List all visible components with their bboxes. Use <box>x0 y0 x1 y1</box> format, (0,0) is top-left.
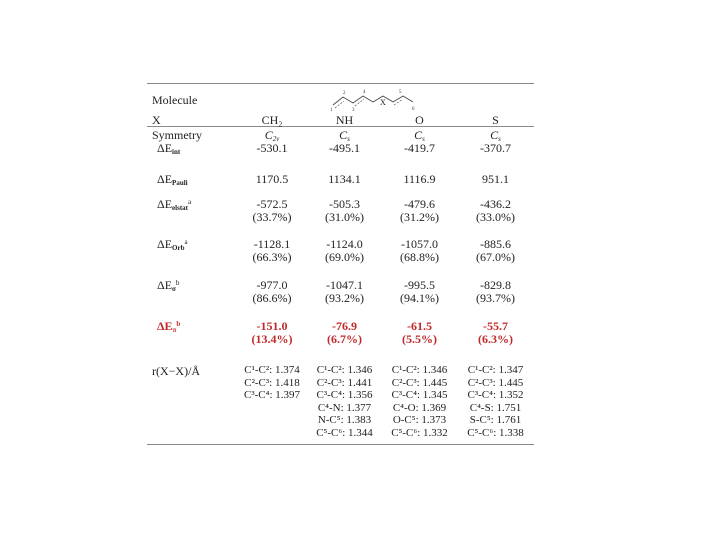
value-ch2: -572.5 <box>256 197 288 211</box>
value-s: -436.2 <box>480 197 511 211</box>
col-header-o: O <box>415 113 424 127</box>
percent-o: (31.2%) <box>400 210 439 224</box>
row-label-int: $\Delta E_{int}$ <box>157 141 181 156</box>
percent-o: (94.1%) <box>400 291 439 305</box>
col-header-s: S <box>492 113 499 127</box>
symmetry-o: $C_s$ <box>414 128 425 143</box>
value-nh: -1047.1 <box>326 278 363 292</box>
value-ch2: -151.0 <box>256 319 288 333</box>
atom-label-5: 5 <box>399 90 402 95</box>
row-label-Orb: $\Delta E_{Orb}^a$ <box>157 237 188 252</box>
molecule-header: Molecule <box>152 93 198 107</box>
bond-length-o: C²-C³: 1.445 <box>391 376 448 389</box>
bond-length-nh: C²-C³: 1.441 <box>316 376 373 389</box>
atom-label-6: 6 <box>412 107 415 112</box>
atom-label-1: 1 <box>330 108 333 113</box>
x-header: X <box>152 113 161 127</box>
value-o: -61.5 <box>407 319 432 333</box>
percent-s: (93.7%) <box>476 291 515 305</box>
value-nh: -1124.0 <box>326 237 363 251</box>
value-nh: -505.3 <box>329 197 360 211</box>
col-header-ch2: CH₂ <box>261 113 283 127</box>
top-rule <box>147 83 534 84</box>
bond-length-o: O-C⁵: 1.373 <box>392 414 447 426</box>
symmetry-s: $C_s$ <box>490 128 501 143</box>
bond-length-s: C³-C⁴: 1.352 <box>467 389 524 401</box>
bond-length-o: C³-C⁴: 1.345 <box>391 389 448 401</box>
bond-length-nh: N-C⁵: 1.383 <box>317 414 372 426</box>
row-label-elstat: $\Delta E_{elstat}^a$ <box>157 197 192 212</box>
percent-ch2: (33.7%) <box>252 210 292 224</box>
bond-length-s: C⁴-S: 1.751 <box>469 401 522 414</box>
bond-length-ch2: C¹-C²: 1.374 <box>244 364 300 376</box>
bond-length-o: C¹-C²: 1.346 <box>391 364 448 376</box>
percent-s: (67.0%) <box>476 250 515 264</box>
atom-label-2: 2 <box>343 91 346 96</box>
value-o: -479.6 <box>404 197 435 211</box>
bond-length-o: C⁵-C⁶: 1.332 <box>391 426 448 439</box>
bond-length-s: C¹-C²: 1.347 <box>467 364 524 376</box>
value-ch2: -530.1 <box>256 141 288 155</box>
symmetry-nh: $C_s$ <box>339 128 350 143</box>
value-nh: -76.9 <box>332 319 357 333</box>
percent-ch2: (66.3%) <box>252 250 292 264</box>
percent-o: (68.8%) <box>400 250 439 264</box>
value-s: -370.7 <box>480 141 511 155</box>
value-s: -829.8 <box>480 278 511 292</box>
value-o: -1057.0 <box>401 237 438 251</box>
bond-length-s: C⁵-C⁶: 1.338 <box>467 426 524 439</box>
value-nh: 1134.1 <box>328 172 361 186</box>
value-ch2: -977.0 <box>256 278 288 292</box>
percent-ch2: (13.4%) <box>251 332 293 346</box>
percent-o: (5.5%) <box>402 332 437 346</box>
bond-length-nh: C⁴-N: 1.377 <box>317 401 372 414</box>
bond-length-ch2: C³-C⁴: 1.397 <box>243 389 301 401</box>
bond-length-nh: C¹-C²: 1.346 <box>316 364 373 376</box>
col-header-nh: NH <box>335 113 354 127</box>
row-label-: $\Delta E_\sigma^b$ <box>157 278 180 293</box>
molecule-scheme <box>329 85 419 115</box>
row-label-: $\Delta E_\pi^b$ <box>157 319 181 334</box>
value-s: -55.7 <box>483 319 508 333</box>
distance-label: r(X−X)/Å <box>152 364 201 378</box>
symmetry-label: Symmetry <box>152 128 202 142</box>
percent-ch2: (86.6%) <box>252 291 292 305</box>
value-o: -419.7 <box>404 141 435 155</box>
percent-nh: (69.0%) <box>325 250 364 264</box>
value-s: 951.1 <box>482 172 509 186</box>
atom-label-4: 4 <box>363 90 366 95</box>
percent-s: (6.3%) <box>478 332 513 346</box>
value-ch2: 1170.5 <box>255 172 289 186</box>
bond-length-nh: C³-C⁴: 1.356 <box>316 389 373 401</box>
data-table <box>147 83 534 445</box>
bond-length-o: C⁴-O: 1.369 <box>392 401 447 414</box>
bottom-rule <box>147 444 534 445</box>
symmetry-ch2: $C_{2v}$ <box>264 128 280 143</box>
percent-nh: (93.2%) <box>325 291 364 305</box>
atom-label-3: 3 <box>352 108 355 113</box>
percent-s: (33.0%) <box>476 210 515 224</box>
bond-length-s: C²-C³: 1.445 <box>467 376 524 389</box>
atom-label-x: X <box>380 98 386 107</box>
bond-length-s: S-C⁵: 1.761 <box>469 414 522 426</box>
value-nh: -495.1 <box>329 141 360 155</box>
value-o: 1116.9 <box>403 172 436 186</box>
bond-length-ch2: C²-C³: 1.418 <box>244 376 300 389</box>
value-o: -995.5 <box>404 278 435 292</box>
value-s: -885.6 <box>480 237 511 251</box>
percent-nh: (31.0%) <box>325 210 364 224</box>
percent-nh: (6.7%) <box>327 332 362 346</box>
value-ch2: -1128.1 <box>253 237 291 251</box>
row-label-Pauli: $\Delta E_{Pauli}$ <box>157 172 188 187</box>
bond-length-nh: C⁵-C⁶: 1.344 <box>316 426 373 439</box>
